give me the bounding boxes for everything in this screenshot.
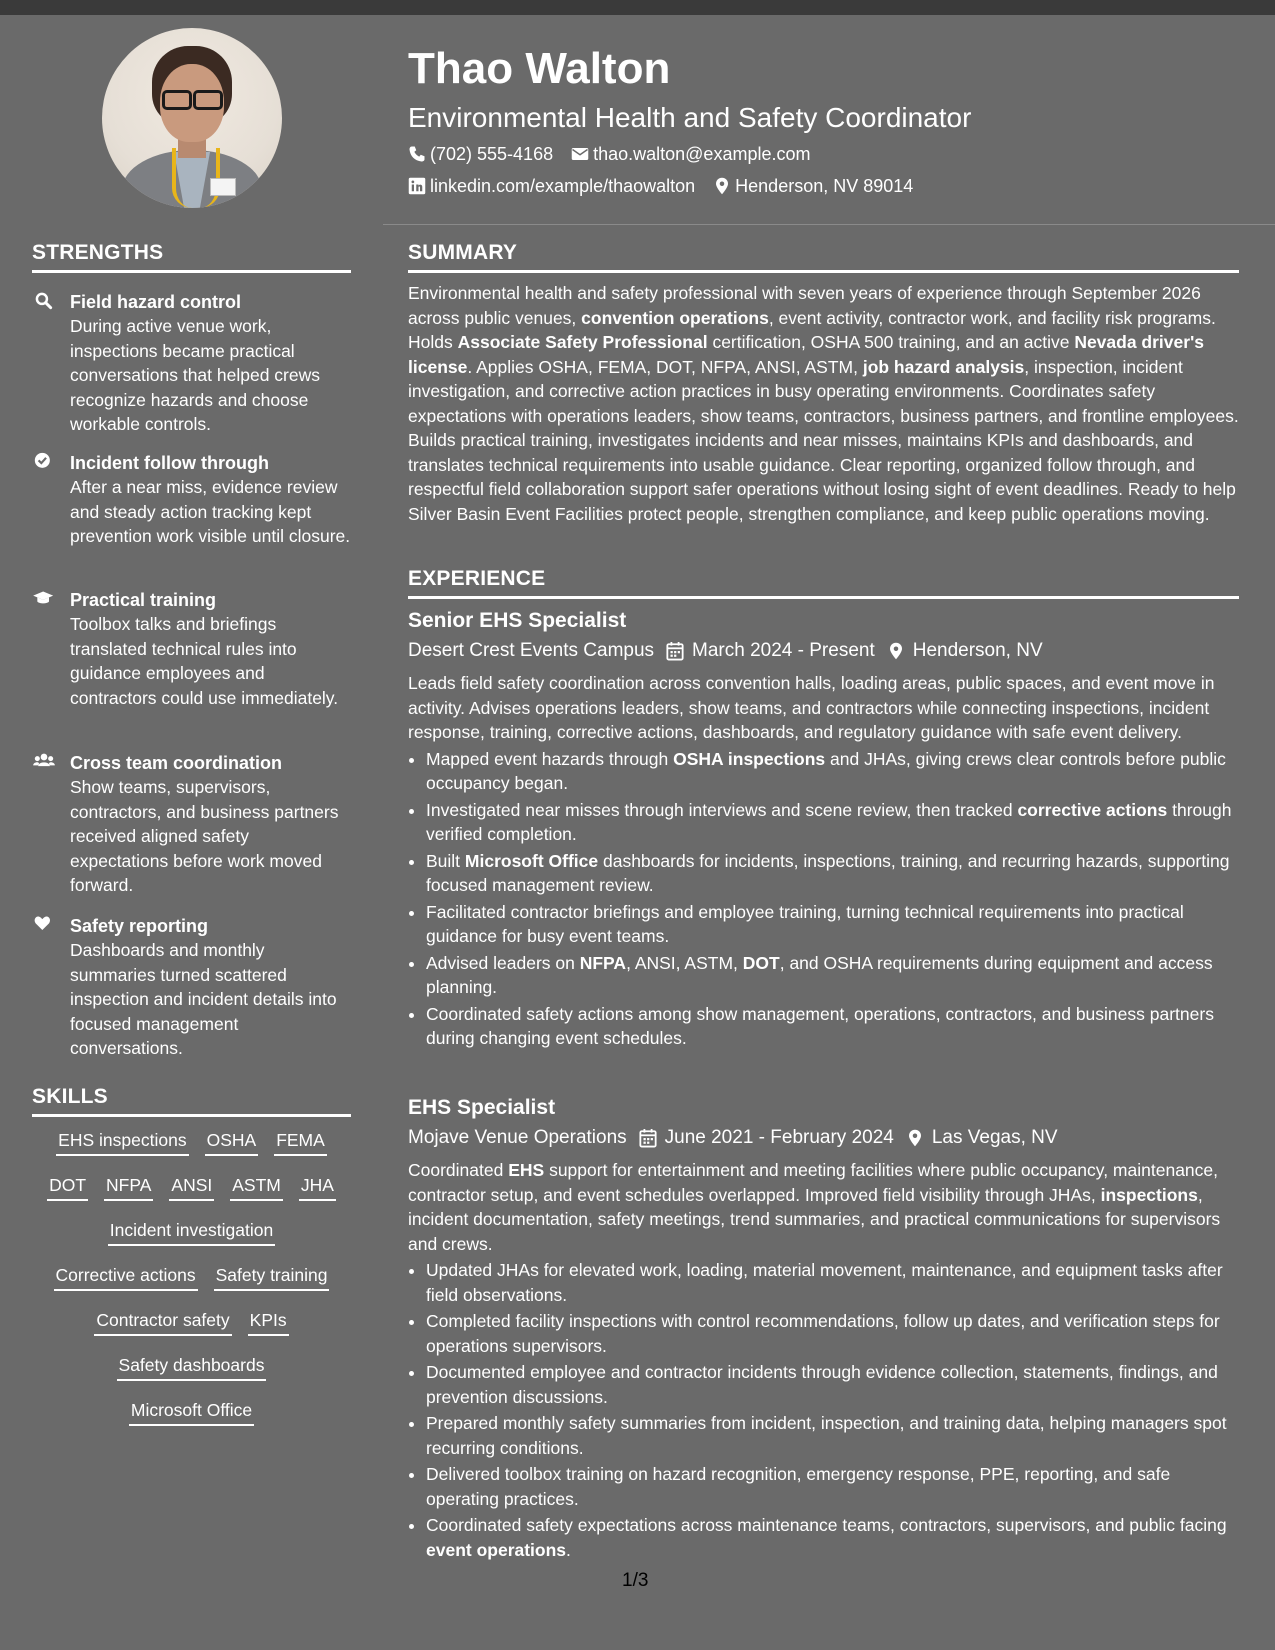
bold-text: EHS xyxy=(508,1160,545,1180)
contact-row xyxy=(408,138,1248,170)
job-entry xyxy=(408,1094,1239,1564)
skill-tag: ANSI xyxy=(169,1173,214,1201)
strength-item xyxy=(32,290,351,437)
linkedin-url[interactable]: linkedin.com/example/thaowalton xyxy=(430,176,696,196)
skill-tag: FEMA xyxy=(274,1128,327,1156)
skill-row xyxy=(32,1218,351,1263)
skill-row xyxy=(32,1173,351,1218)
job-bullets xyxy=(408,747,1239,1051)
bold-text: corrective actions xyxy=(1017,799,1168,820)
phone-number: (702) 555-4168 xyxy=(430,144,554,164)
skill-row xyxy=(32,1128,351,1173)
skill-tag: Corrective actions xyxy=(54,1263,198,1291)
map-pin-icon xyxy=(887,641,905,661)
job-bullets xyxy=(408,1258,1239,1562)
strength-item xyxy=(32,588,351,710)
skill-tag: Incident investigation xyxy=(108,1218,275,1246)
strength-text: After a near miss, evidence review and steady action tracking kept prevention work visible until closure. xyxy=(70,477,351,546)
skills-list xyxy=(32,1128,351,1443)
text-run: Updated JHAs for elevated work, loading, material movement, maintenance, and equipment tasks after field observations. xyxy=(426,1260,1223,1305)
text-run: . Applies OSHA, FEMA, DOT, NFPA, ANSI, ASTM, xyxy=(467,356,863,377)
strength-title: Cross team coordination xyxy=(70,753,283,773)
bold-text: inspections xyxy=(1100,1184,1198,1205)
bullet-item xyxy=(426,798,1239,847)
strength-text: Toolbox talks and briefings translated technical rules into guidance employees and contractors could use immediately. xyxy=(70,614,339,708)
text-run: Mapped event hazards through xyxy=(426,748,674,769)
text-run: , inspection, incident investigation, and corrective action practices in busy operating environments. Coordinates safety expectations with operations leaders, show teams, contractors, business partners, and frontline employees. Builds practical training, investigates incidents and near misses, maintains KPIs and dashboards, and translates technical requirements into usable guidance. Clear reporting, organized follow through, and respectful field collaboration support safer operations without losing sight of event deadlines. Ready to help Silver Basin Event Facilities protect people, strengthen compliance, and keep public operations moving. xyxy=(408,356,1239,524)
text-run: dashboards for incidents, inspections, training, and recurring hazards, supporting focused management review. xyxy=(426,850,1230,895)
text-run: , incident documentation, safety meetings, trend summaries, and practical communications for supervisors and crews. xyxy=(408,1184,1221,1254)
job-role: EHS Specialist xyxy=(408,1096,556,1119)
text-run: Investigated near misses through interviews and scene review, then tracked xyxy=(426,799,1018,820)
text-run: Documented employee and contractor incidents through evidence collection, statements, findings, and prevention discussions. xyxy=(426,1362,1218,1407)
contact-row xyxy=(408,170,1248,202)
job-meta xyxy=(408,1124,1239,1152)
text-run: Facilitated contractor briefings and employee training, turning technical requirements into practical guidance for busy event teams. xyxy=(426,901,1184,946)
skill-tag: Safety dashboards xyxy=(117,1353,267,1381)
calendar-icon xyxy=(639,1128,657,1148)
bullet-item xyxy=(426,1002,1239,1051)
skill-row xyxy=(32,1398,351,1443)
strength-text: During active venue work, inspections became practical conversations that helped crews recognize hazards and choose workable controls. xyxy=(70,316,320,434)
skill-tag: JHA xyxy=(299,1173,336,1201)
job-entry xyxy=(408,607,1239,1053)
bullet-item xyxy=(426,951,1239,1000)
skill-tag: OSHA xyxy=(205,1128,259,1156)
strength-item xyxy=(32,451,351,549)
summary-text xyxy=(408,281,1239,526)
bold-text: Microsoft Office xyxy=(464,850,599,871)
text-run: . xyxy=(566,1539,571,1560)
job-role: Senior EHS Specialist xyxy=(408,609,627,632)
bold-text: event operations xyxy=(426,1539,567,1560)
skill-row xyxy=(32,1353,351,1398)
text-run: Built xyxy=(426,850,465,871)
skills-heading: SKILLS xyxy=(32,1085,351,1117)
check-circle-icon xyxy=(32,452,56,472)
top-bar xyxy=(0,0,1275,15)
users-icon xyxy=(32,752,56,772)
job-dates: June 2021 - February 2024 xyxy=(664,1127,894,1148)
job-description xyxy=(408,1158,1239,1256)
bullet-item xyxy=(426,849,1239,898)
skill-row xyxy=(32,1263,351,1308)
text-run: and JHAs, giving crews clear controls before public occupancy began. xyxy=(426,748,1226,793)
bold-text: job hazard analysis xyxy=(862,356,1025,377)
bullet-item xyxy=(426,900,1239,949)
bullet-item xyxy=(426,1360,1239,1409)
job-dates: March 2024 - Present xyxy=(692,640,875,661)
skill-tag: EHS inspections xyxy=(56,1128,188,1156)
skill-row xyxy=(32,1308,351,1353)
summary-heading: SUMMARY xyxy=(408,241,1239,273)
strength-item xyxy=(32,914,351,1061)
strength-title: Field hazard control xyxy=(70,292,242,312)
location: Henderson, NV 89014 xyxy=(735,176,914,196)
text-run: Coordinated safety expectations across maintenance teams, contractors, supervisors, and public facing xyxy=(426,1515,1227,1535)
resume-header xyxy=(408,38,1248,202)
strength-text: Show teams, supervisors, contractors, and business partners received aligned safety expectations before work moved forward. xyxy=(70,777,339,895)
skill-tag: KPIs xyxy=(248,1308,289,1336)
bold-text: Associate Safety Professional xyxy=(457,332,708,352)
text-run: Delivered toolbox training on hazard recognition, emergency response, PPE, reporting, and safe operating practices. xyxy=(426,1464,1171,1509)
bold-text: convention operations xyxy=(581,307,769,328)
bold-text: OSHA inspections xyxy=(673,748,826,769)
strengths-heading: STRENGTHS xyxy=(32,241,351,273)
page-number: 1/3 xyxy=(622,1570,649,1591)
bold-text: DOT xyxy=(742,952,780,973)
strength-item xyxy=(32,751,351,898)
heart-icon xyxy=(32,915,56,935)
skill-tag: NFPA xyxy=(104,1173,153,1201)
text-run: Environmental health and safety professional with seven years of experience through September 2026 across public venues, xyxy=(408,283,1201,328)
text-run: Advised leaders on xyxy=(426,952,580,973)
graduation-cap-icon xyxy=(32,589,56,609)
email-address[interactable]: thao.walton@example.com xyxy=(593,144,811,164)
text-run: certification, OSHA 500 training, and an active xyxy=(707,332,1075,352)
text-run: , and OSHA requirements during equipment and access planning. xyxy=(426,952,1213,997)
text-run: support for entertainment and meeting facilities where public occupancy, maintenance, contractor setup, and event schedules overlapped. Improved field visibility through JHAs, xyxy=(408,1160,1219,1205)
text-run: through verified completion. xyxy=(426,799,1232,844)
bullet-item xyxy=(426,1309,1239,1358)
job-location: Henderson, NV xyxy=(912,640,1043,661)
calendar-icon xyxy=(666,641,684,661)
bold-text: NFPA xyxy=(579,952,627,973)
header-divider xyxy=(383,224,1275,225)
strength-title: Safety reporting xyxy=(70,916,209,936)
search-icon xyxy=(32,291,56,311)
text-run: Leads field safety coordination across convention halls, loading areas, public spaces, and event move in activity. Advises operations leaders, show teams, and contractors while connecting inspections, incident response, training, corrective actions, dashboards, and regulatory guidance with safe event delivery. xyxy=(408,673,1215,742)
bullet-item xyxy=(426,1411,1239,1460)
job-meta xyxy=(408,637,1239,665)
bold-text: Nevada driver's license xyxy=(408,332,1204,377)
skill-tag: DOT xyxy=(47,1173,88,1201)
skill-tag: Microsoft Office xyxy=(129,1398,254,1426)
linkedin-icon xyxy=(408,177,426,195)
profile-photo xyxy=(102,28,282,208)
text-run: , ANSI, ASTM, xyxy=(626,952,743,973)
bullet-item xyxy=(426,1462,1239,1511)
text-run: Prepared monthly safety summaries from incident, inspection, and training data, helping managers spot recurring conditions. xyxy=(426,1413,1227,1458)
bullet-item xyxy=(426,747,1239,796)
bullet-item xyxy=(426,1258,1239,1307)
skill-tag: Safety training xyxy=(214,1263,330,1291)
text-run: Completed facility inspections with control recommendations, follow up dates, and verification steps for operations supervisors. xyxy=(426,1311,1220,1356)
phone-icon xyxy=(408,145,426,163)
experience-heading: EXPERIENCE xyxy=(408,567,1239,599)
text-run: Coordinated safety actions among show management, operations, contractors, and business partners during changing event schedules. xyxy=(426,1003,1214,1048)
company-name: Mojave Venue Operations xyxy=(408,1127,627,1148)
skill-tag: Contractor safety xyxy=(94,1308,231,1336)
strength-title: Practical training xyxy=(70,590,217,610)
skill-tag: ASTM xyxy=(230,1173,283,1201)
job-location: Las Vegas, NV xyxy=(931,1127,1058,1148)
map-pin-icon xyxy=(906,1128,924,1148)
company-name: Desert Crest Events Campus xyxy=(408,640,655,661)
job-title: Environmental Health and Safety Coordinator xyxy=(408,102,972,133)
candidate-name: Thao Walton xyxy=(408,44,671,93)
strength-title: Incident follow through xyxy=(70,453,269,473)
bullet-item xyxy=(426,1513,1239,1562)
job-description xyxy=(408,671,1239,745)
envelope-icon xyxy=(571,145,589,163)
text-run: Coordinated xyxy=(408,1160,509,1180)
strength-text: Dashboards and monthly summaries turned scattered inspection and incident details into focused management conversations. xyxy=(70,940,337,1058)
text-run: , event activity, contractor work, and facility risk programs. Holds xyxy=(408,307,1216,352)
map-pin-icon xyxy=(713,177,731,195)
